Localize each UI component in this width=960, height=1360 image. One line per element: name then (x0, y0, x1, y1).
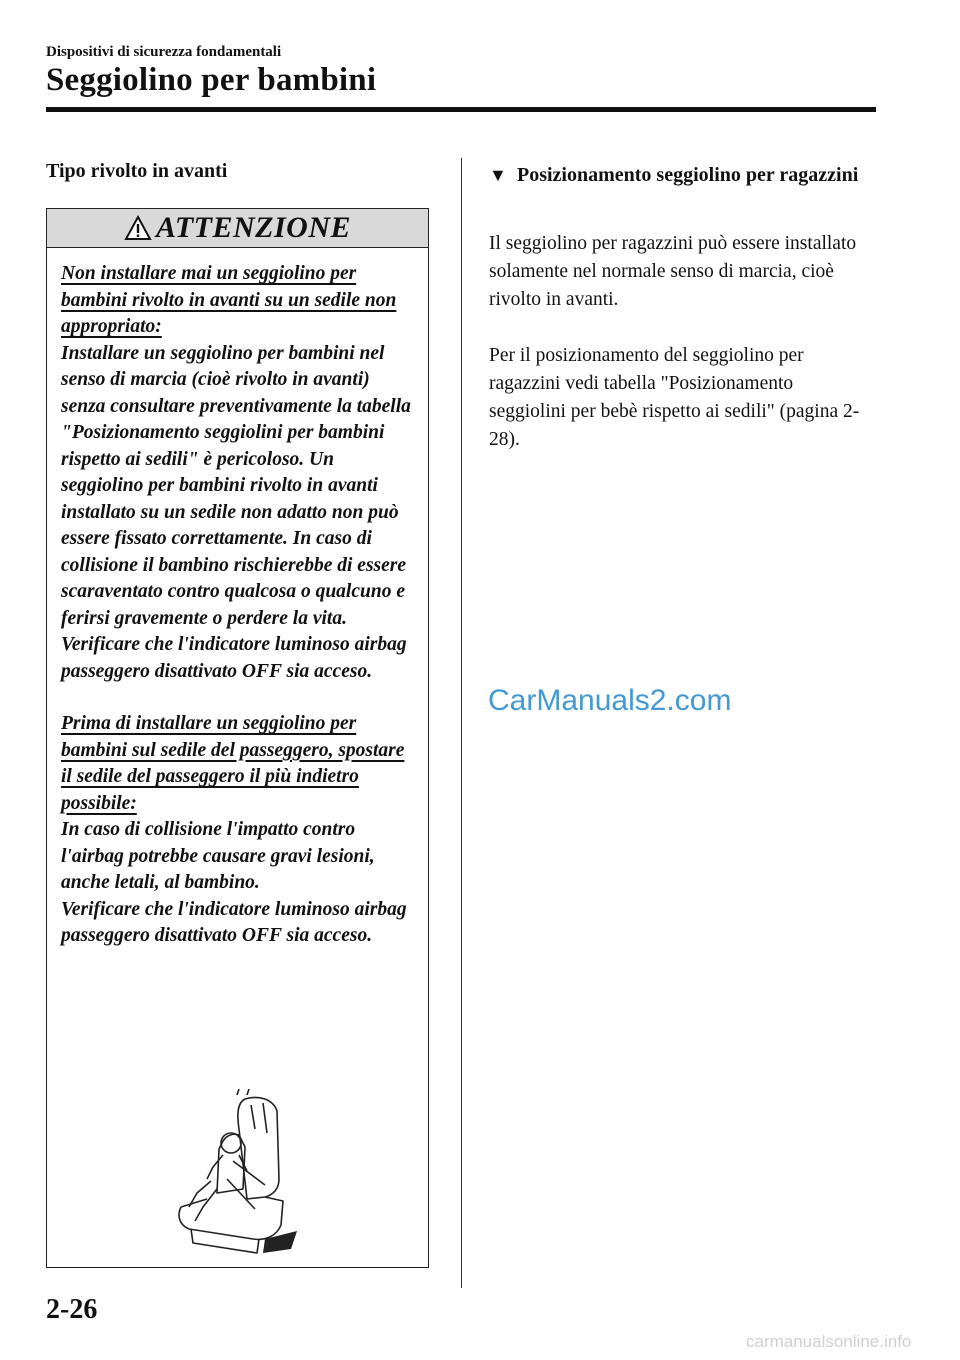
right-heading-text: Posizionamento seggiolino per ragazzini (517, 164, 859, 186)
warning-header (47, 209, 428, 248)
page-title: Seggiolino per bambini (46, 62, 377, 98)
right-paragraph-1: Il seggiolino per ragazzini può essere installato solamente nel normale senso di marcia, cioè rivolto in avanti. (489, 233, 857, 310)
right-paragraph-2: Per il posizionamento del seggiolino per ragazzini vedi tabella "Posizionamento seggiolini per bebè rispetto ai sedili" (pagina 2-28). (489, 345, 860, 450)
warning-text-1: Installare un seggiolino per bambini nel senso di marcia (cioè rivolto in avanti) senza consultare preventivamente la tabella "Posizionamento seggiolini per bambini rispetto ai sedili" è pericoloso. Un seggiolino per bambini rivolto in avanti installato su un sedile non adatto non può essere fissato correttamente. In caso di collisione il bambino rischierebbe di essere scaraventato contro qualcosa o qualcuno e ferirsi gravemente o perdere la vita. (61, 342, 411, 629)
column-divider (461, 158, 462, 1288)
warning-body (61, 261, 413, 950)
watermark-logo: CarManuals2.com (488, 684, 732, 717)
heading-marker: ▼ (489, 165, 507, 185)
page-number: 2-26 (46, 1294, 98, 1325)
warning-check-1: Verificare che l'indicatore luminoso airbag passeggero disattivato OFF sia acceso. (61, 634, 407, 682)
warning-lead-1: Non installare mai un seggiolino per bambini rivolto in avanti su un sedile non appropriato: (61, 263, 397, 337)
footer-watermark-url: carmanualsonline.info (746, 1332, 912, 1351)
left-section-heading: Tipo rivolto in avanti (46, 160, 228, 182)
warning-lead-2: Prima di installare un seggiolino per bambini sul sedile del passeggero, spostare il sedile del passeggero il più indietro possibile: (61, 713, 405, 814)
forward-facing-child-seat-illustration (167, 1089, 307, 1259)
warning-box (46, 208, 429, 1268)
warning-check-2: Verificare che l'indicatore luminoso airbag passeggero disattivato OFF sia acceso. (61, 898, 407, 946)
warning-title: ATTENZIONE (155, 211, 352, 244)
section-label: Dispositivi di sicurezza fondamentali (46, 44, 282, 60)
right-section-heading (489, 162, 869, 189)
right-body (489, 230, 869, 454)
warning-triangle-icon (124, 215, 152, 241)
warning-text-2: In caso di collisione l'impatto contro l'airbag potrebbe causare gravi lesioni, anche letali, al bambino. (61, 819, 375, 893)
title-rule (46, 107, 876, 112)
